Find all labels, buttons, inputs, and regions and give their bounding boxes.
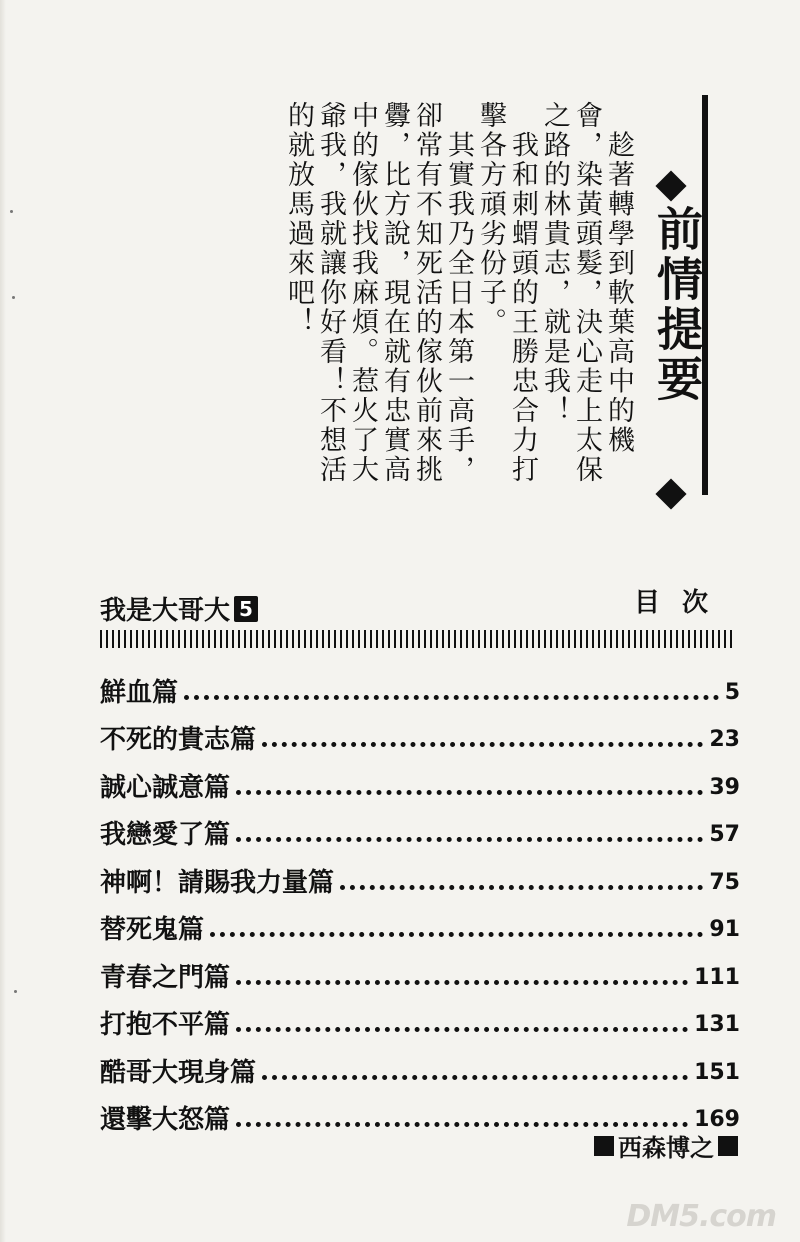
dot-leader [236, 1122, 688, 1127]
chapter-title: 酷哥大現身篇 [100, 1057, 257, 1088]
page-number: 39 [709, 774, 740, 800]
chapter-title: 誠心誠意篇 [100, 772, 231, 803]
toc-entry[interactable] [100, 1040, 740, 1088]
page-number: 111 [694, 964, 740, 990]
synopsis-paragraph: 我和刺蝟頭的王勝忠合力打擊各方頑劣份子。 [475, 101, 538, 485]
page-number: 169 [694, 1107, 740, 1132]
dot-leader [184, 695, 719, 700]
dot-leader [262, 742, 703, 747]
page-number: 5 [724, 679, 740, 705]
scan-edge [0, 0, 6, 1242]
scan-speck [14, 990, 17, 993]
synopsis-body [282, 95, 634, 501]
synopsis-heading: 前情提要 [650, 205, 704, 405]
dot-leader [210, 932, 703, 937]
toc-entry[interactable] [100, 898, 740, 946]
dot-leader [236, 980, 688, 985]
chapter-title: 神啊！請賜我力量篇 [100, 867, 335, 898]
dot-leader [236, 837, 703, 842]
toc-entry[interactable] [100, 755, 740, 803]
page-number: 57 [709, 822, 740, 847]
toc-entry[interactable] [100, 660, 740, 708]
scan-speck [10, 210, 13, 213]
volume-badge: 5 [234, 596, 258, 622]
series-title [100, 590, 258, 627]
diamond-icon [655, 478, 686, 509]
chapter-title: 我戀愛了篇 [100, 820, 231, 850]
square-bullet-icon [718, 1136, 738, 1156]
synopsis-section [258, 95, 708, 495]
toc-entry[interactable] [100, 993, 740, 1041]
author-name: 西森博之 [618, 1134, 714, 1162]
chapter-title: 鮮血篇 [100, 677, 179, 708]
synopsis-paragraph: 趁著轉學到軟葉高中的機會，染黃頭髮，決心走上太保之路的林貴志，就是我！ [539, 101, 634, 485]
tick-rule-divider [100, 630, 732, 648]
toc-label: 目次 [633, 588, 730, 618]
site-watermark: DM5.com [626, 1199, 776, 1234]
dot-leader [236, 790, 703, 795]
dot-leader [262, 1075, 688, 1080]
square-bullet-icon [594, 1136, 614, 1156]
chapter-title: 替死鬼篇 [100, 915, 205, 945]
toc-entry[interactable] [100, 850, 740, 898]
page-number: 131 [694, 1012, 740, 1037]
toc-entry[interactable] [100, 945, 740, 993]
page-number: 91 [709, 917, 740, 942]
chapter-title: 還擊大怒篇 [100, 1105, 231, 1135]
toc-list [100, 660, 740, 1135]
toc-entry[interactable] [100, 803, 740, 851]
synopsis-paragraph: 其實我乃全日本第一高手，卻常有不知死活的傢伙前來挑釁，比方說，現在就有忠實高中的傢伙找我麻煩。惹火了大爺我，我就讓你好看！不想活的就放馬過來吧！ [283, 101, 474, 485]
dot-leader [340, 885, 703, 890]
chapter-title: 青春之門篇 [100, 962, 231, 993]
scan-speck [12, 296, 15, 299]
page-number: 75 [709, 869, 740, 895]
page-number: 23 [709, 727, 740, 752]
chapter-title: 不死的貴志篇 [100, 725, 257, 755]
toc-entry[interactable] [100, 708, 740, 756]
author-credit [594, 1128, 738, 1163]
page-number: 151 [694, 1059, 740, 1085]
chapter-title: 打抱不平篇 [100, 1010, 231, 1040]
series-title-text: 我是大哥大 [100, 596, 231, 626]
synopsis-heading-column [646, 95, 708, 495]
dot-leader [236, 1027, 688, 1032]
